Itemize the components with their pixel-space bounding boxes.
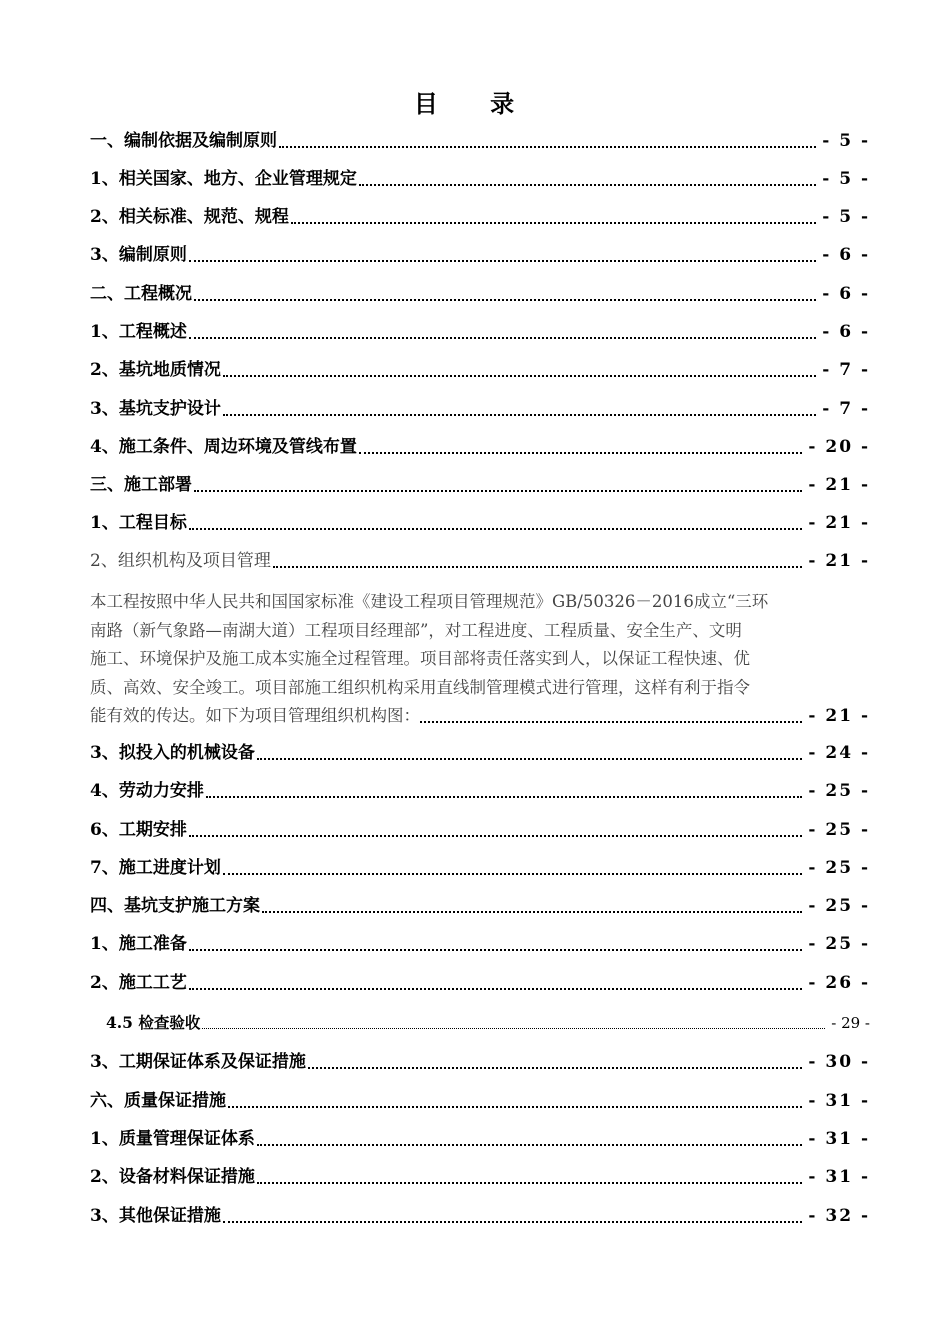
toc-entry[interactable] (90, 776, 870, 806)
toc-entry[interactable] (90, 929, 870, 959)
toc-entry-page: - 5 - (822, 131, 870, 151)
toc-entry[interactable] (90, 470, 870, 500)
toc-leader-dots (189, 260, 816, 262)
toc-entry-label: 1、工程概述 (90, 322, 187, 342)
toc-leader-dots (194, 490, 802, 492)
toc-leader-dots (223, 414, 816, 416)
toc-entry-label: 2、施工工艺 (90, 973, 187, 993)
toc-entry-label: 1、施工准备 (90, 934, 187, 954)
toc-entry-page: - 31 - (808, 1129, 870, 1149)
toc-entry-page: - 31 - (808, 1167, 870, 1187)
toc-entry-label: 3、拟投入的机械设备 (90, 743, 255, 763)
toc-entry-page: - 21 - (808, 475, 870, 495)
toc-leader-dots (359, 452, 803, 454)
toc-entry-label: 二、工程概况 (90, 284, 192, 304)
toc-entry-label: 6、工期安排 (90, 820, 187, 840)
toc-entry-page: - 25 - (808, 781, 870, 801)
toc-entry-label: 2、相关标准、规范、规程 (90, 207, 289, 227)
paragraph-line: 南路（新气象路—南湖大道）工程项目经理部”，对工程进度、工程质量、安全生产、文明 (90, 620, 742, 640)
toc-entry-page: - 25 - (808, 934, 870, 954)
toc-entry[interactable] (90, 508, 870, 538)
toc-paragraph-entry[interactable] (90, 588, 870, 731)
toc-entry[interactable] (90, 394, 870, 424)
toc-leader-dots (420, 721, 802, 723)
toc-leader-dots (257, 758, 803, 760)
toc-entry[interactable] (90, 432, 870, 462)
paragraph-line: 能有效的传达。如下为项目管理组织机构图： (90, 706, 420, 725)
toc-leader-dots (223, 375, 816, 377)
toc-entry[interactable] (90, 968, 870, 998)
toc-entry-page: - 30 - (808, 1052, 870, 1072)
toc-leader-dots (273, 566, 803, 568)
toc-entry-label: 1、相关国家、地方、企业管理规定 (90, 169, 357, 189)
toc-leader-dots (223, 1221, 803, 1223)
toc-entry[interactable] (90, 891, 870, 921)
toc-entry-page: - 7 - (822, 399, 870, 419)
toc-entry[interactable] (90, 738, 870, 768)
toc-entry-page: - 5 - (822, 207, 870, 227)
toc-entry-page: - 21 - (808, 706, 870, 726)
toc-title: 目 录 (413, 90, 537, 118)
toc-leader-dots (308, 1067, 803, 1069)
toc-entry-page: - 25 - (808, 820, 870, 840)
toc-entry[interactable] (90, 317, 870, 347)
toc-entry-label: 2、基坑地质情况 (90, 360, 221, 380)
toc-leader-dots (228, 1106, 802, 1108)
toc-leader-dots (189, 949, 803, 951)
toc-entry-label: 1、质量管理保证体系 (90, 1129, 255, 1149)
toc-entry-page: - 5 - (822, 169, 870, 189)
toc-entry-page: - 21 - (808, 551, 870, 571)
toc-leader-dots (206, 796, 803, 798)
toc-leader-dots (257, 1182, 803, 1184)
toc-entry[interactable] (90, 1124, 870, 1154)
toc-entry-label: 3、基坑支护设计 (90, 399, 221, 419)
toc-leader-dots (189, 988, 803, 990)
paragraph-line: 质、高效、安全竣工。项目部施工组织机构采用直线制管理模式进行管理，这样有利于指令 (90, 677, 750, 697)
toc-entry-page: - 21 - (808, 513, 870, 533)
toc-entry-page: - 6 - (822, 245, 870, 265)
toc-entry[interactable] (90, 815, 870, 845)
toc-leader-dots (189, 835, 803, 837)
toc-entry-label: 4.5 检查验收 (106, 1013, 201, 1032)
toc-entry-label: 4、施工条件、周边环境及管线布置 (90, 437, 357, 457)
toc-entry[interactable] (106, 1008, 870, 1038)
toc-entry-page: - 7 - (822, 360, 870, 380)
paragraph-last-line (90, 702, 870, 731)
toc-entry-label: 3、其他保证措施 (90, 1206, 221, 1226)
toc-leader-dots (202, 1028, 825, 1029)
toc-leader-dots (291, 222, 816, 224)
toc-entry-page: - 26 - (808, 973, 870, 993)
paragraph-line: 本工程按照中华人民共和国国家标准《建设工程项目管理规范》GB/50326－2016成立“三环 (90, 592, 769, 611)
toc-entry[interactable] (90, 1086, 870, 1116)
toc-leader-dots (223, 873, 803, 875)
toc-entry-page: - 32 - (808, 1206, 870, 1226)
toc-entry-label: 1、工程目标 (90, 513, 187, 533)
toc-leader-dots (262, 911, 802, 913)
toc-entry-page: - 6 - (822, 322, 870, 342)
toc-entry[interactable] (90, 240, 870, 270)
toc-entry-label: 7、施工进度计划 (90, 858, 221, 878)
toc-entry-label: 三、施工部署 (90, 475, 192, 495)
toc-entry[interactable] (90, 355, 870, 385)
toc-entry[interactable] (90, 279, 870, 309)
toc-entry-label: 4、劳动力安排 (90, 781, 204, 801)
toc-leader-dots (279, 146, 816, 148)
toc-entry-page: - 24 - (808, 743, 870, 763)
toc-entry-label: 3、编制原则 (90, 245, 187, 265)
toc-entry-page: - 25 - (808, 896, 870, 916)
toc-entry-label: 3、工期保证体系及保证措施 (90, 1052, 306, 1072)
toc-leader-dots (194, 299, 816, 301)
toc-entry-label: 2、设备材料保证措施 (90, 1167, 255, 1187)
toc-entry[interactable] (90, 546, 870, 576)
toc-entry-page: - 29 - (831, 1014, 870, 1032)
toc-entry-page: - 6 - (822, 284, 870, 304)
toc-entry[interactable] (90, 1047, 870, 1077)
toc-entry-label: 四、基坑支护施工方案 (90, 896, 260, 916)
toc-leader-dots (257, 1144, 803, 1146)
toc-entry-label: 一、编制依据及编制原则 (90, 131, 277, 151)
toc-entry[interactable] (90, 202, 870, 232)
toc-entry-label: 2、组织机构及项目管理 (90, 551, 271, 571)
toc-entry[interactable] (90, 1162, 870, 1192)
toc-entry[interactable] (90, 1201, 870, 1231)
toc-entry[interactable] (90, 126, 870, 156)
toc-leader-dots (359, 184, 816, 186)
toc-leader-dots (189, 337, 816, 339)
toc-entry-page: - 25 - (808, 858, 870, 878)
toc-entry[interactable] (90, 164, 870, 194)
toc-entry-page: - 31 - (808, 1091, 870, 1111)
toc-entry-label: 六、质量保证措施 (90, 1091, 226, 1111)
toc-leader-dots (189, 528, 803, 530)
paragraph-line: 施工、环境保护及施工成本实施全过程管理。项目部将责任落实到人，以保证工程快速、优 (90, 649, 750, 668)
toc-entry-page: - 20 - (808, 437, 870, 457)
toc-entry[interactable] (90, 853, 870, 883)
